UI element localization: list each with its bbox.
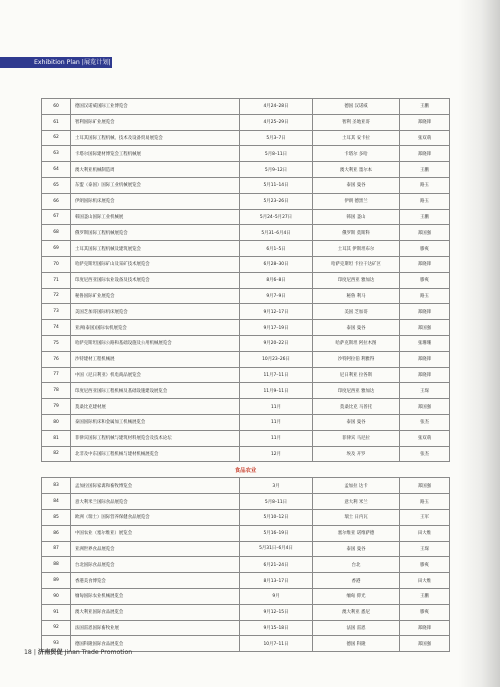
contact-person: 郑晓锋	[400, 367, 450, 383]
contact-person: 郑晓锋	[400, 256, 450, 272]
exhibition-date: 9月17–19日	[240, 320, 313, 336]
exhibition-date: 11月	[240, 430, 313, 446]
exhibition-location: 土耳其 伊斯坦布尔	[313, 241, 400, 257]
table-row	[42, 209, 450, 225]
row-number: 85	[42, 509, 71, 525]
exhibition-location: 泰国 曼谷	[313, 320, 400, 336]
section-title: 食品农业	[42, 462, 450, 478]
table-row	[42, 99, 450, 115]
table-row	[42, 241, 450, 257]
exhibition-date: 5月11–14日	[240, 177, 313, 193]
exhibition-location: 塞尔维亚 诺维萨德	[313, 525, 400, 541]
table-row	[42, 351, 450, 367]
exhibition-date: 4月25–29日	[240, 114, 313, 130]
exhibition-name: 德国汉诺威国际工业博览会	[71, 99, 240, 115]
exhibition-name: 中国（尼日利亚）机电商品展览会	[71, 367, 240, 383]
exhibition-date: 9月15–18日	[240, 620, 313, 636]
contact-person: 郑国强	[400, 478, 450, 494]
table-row	[42, 494, 450, 510]
contact-person: 郑国强	[400, 320, 450, 336]
contact-person: 王鹏	[400, 99, 450, 115]
exhibition-name: 亚洲世界食品展览会	[71, 541, 240, 557]
exhibition-location: 沙特阿拉伯 利雅得	[313, 351, 400, 367]
table-row	[42, 320, 450, 336]
row-number: 92	[42, 620, 71, 636]
exhibition-location: 秘鲁 利马	[313, 288, 400, 304]
table-row	[42, 288, 450, 304]
row-number: 75	[42, 335, 71, 351]
exhibition-date: 5月3–7日	[240, 130, 313, 146]
table-row	[42, 162, 450, 178]
row-number: 70	[42, 256, 71, 272]
exhibition-location: 俄罗斯 莫斯科	[313, 225, 400, 241]
contact-person: 滕爽	[400, 272, 450, 288]
exhibition-name: 美国芝加哥国际机床展览会	[71, 304, 240, 320]
row-number: 81	[42, 430, 71, 446]
exhibition-table	[41, 98, 450, 652]
exhibition-name: 澳大利亚机械制造周	[71, 162, 240, 178]
exhibition-date: 8月6–8日	[240, 272, 313, 288]
row-number: 77	[42, 367, 71, 383]
exhibition-name: 亚洲(泰国)国际农机展览会	[71, 320, 240, 336]
table-row	[42, 588, 450, 604]
row-number: 78	[42, 383, 71, 399]
exhibition-location: 伊朗 德黑兰	[313, 193, 400, 209]
exhibition-name: 俄罗斯国际工程机械展览会	[71, 225, 240, 241]
row-number: 64	[42, 162, 71, 178]
exhibition-name: 沙特建材工程机械展	[71, 351, 240, 367]
exhibition-location: 德国 科隆	[313, 636, 400, 652]
row-number: 79	[42, 399, 71, 415]
table-row	[42, 446, 450, 462]
exhibition-location: 德国 汉诺威	[313, 99, 400, 115]
row-number: 73	[42, 304, 71, 320]
exhibition-location: 法国 雷恩	[313, 620, 400, 636]
exhibition-location: 缅甸 仰光	[313, 588, 400, 604]
exhibition-name: 莫桑比克建材展	[71, 399, 240, 415]
section-row	[42, 462, 450, 478]
exhibition-location: 泰国 曼谷	[313, 177, 400, 193]
page-number: 18	[24, 649, 32, 656]
exhibition-date: 9月12–17日	[240, 304, 313, 320]
table-row	[42, 430, 450, 446]
table-row	[42, 383, 450, 399]
contact-person: 滕爽	[400, 241, 450, 257]
row-number: 91	[42, 604, 71, 620]
exhibition-date: 9月12–15日	[240, 604, 313, 620]
exhibition-name: 印度尼西亚国际农业设备及技术展览会	[71, 272, 240, 288]
exhibition-location: 孟加拉 达卡	[313, 478, 400, 494]
row-number: 93	[42, 636, 71, 652]
row-number: 61	[42, 114, 71, 130]
exhibition-location: 泰国 曼谷	[313, 541, 400, 557]
contact-person: 郑国强	[400, 636, 450, 652]
row-number: 82	[42, 446, 71, 462]
exhibition-name: 孟加拉国际家禽和畜牧博览会	[71, 478, 240, 494]
page-gutter-shadow	[458, 0, 500, 687]
exhibition-location: 埃及 开罗	[313, 446, 400, 462]
row-number: 83	[42, 478, 71, 494]
row-number: 90	[42, 588, 71, 604]
exhibition-name: 哈萨克斯坦国际矿山及采矿技术展览会	[71, 256, 240, 272]
exhibition-date: 11月	[240, 399, 313, 415]
exhibition-date: 12月	[240, 446, 313, 462]
exhibition-date: 6月1–5日	[240, 241, 313, 257]
row-number: 88	[42, 557, 71, 573]
table-row	[42, 478, 450, 494]
contact-person: 郑国强	[400, 225, 450, 241]
exhibition-date: 9月20–22日	[240, 335, 313, 351]
page-footer: 18 | 济南贸促 Jinan Trade Promotion	[24, 649, 133, 656]
exhibition-location: 菲律宾 马尼拉	[313, 430, 400, 446]
table-row	[42, 509, 450, 525]
exhibition-name: 土耳其国际工程机械及建筑展览会	[71, 241, 240, 257]
table-row	[42, 573, 450, 589]
exhibition-date: 5月31日–6月4日	[240, 541, 313, 557]
table-row	[42, 304, 450, 320]
exhibition-name: 伊朗国际机床展览会	[71, 193, 240, 209]
contact-person: 田大维	[400, 573, 450, 589]
row-number: 84	[42, 494, 71, 510]
table-row	[42, 146, 450, 162]
exhibition-date: 10月7–11日	[240, 636, 313, 652]
table-row	[42, 256, 450, 272]
exhibition-name: 香港美食博览会	[71, 573, 240, 589]
contact-person: 郑晓锋	[400, 620, 450, 636]
exhibition-name: 缅甸国际农业机械展览会	[71, 588, 240, 604]
exhibition-location: 印度尼西亚 雅加达	[313, 383, 400, 399]
contact-person: 张双萌	[400, 130, 450, 146]
contact-person: 路玉	[400, 288, 450, 304]
exhibition-location: 印度尼西亚 雅加达	[313, 272, 400, 288]
exhibition-date: 5月24–5月27日	[240, 209, 313, 225]
contact-person: 郑国强	[400, 399, 450, 415]
contact-person: 路玉	[400, 177, 450, 193]
contact-person: 路玉	[400, 193, 450, 209]
exhibition-location: 美国 芝加哥	[313, 304, 400, 320]
exhibition-location: 卡塔尔 多哈	[313, 146, 400, 162]
table-row	[42, 525, 450, 541]
exhibition-name: 卡塔尔国际建材博览会工程机械展	[71, 146, 240, 162]
contact-person: 张杰	[400, 446, 450, 462]
table-row	[42, 557, 450, 573]
table-row	[42, 604, 450, 620]
exhibition-name: 意大利米兰国际食品展览会	[71, 494, 240, 510]
exhibition-name: 德国科隆国际食品展览会	[71, 636, 240, 652]
row-number: 69	[42, 241, 71, 257]
exhibition-name: 菲律宾国际工程机械与建筑材料展览会及技术论坛	[71, 430, 240, 446]
row-number: 71	[42, 272, 71, 288]
table-row	[42, 620, 450, 636]
contact-person: 王鹏	[400, 162, 450, 178]
table-row	[42, 130, 450, 146]
contact-person: 王军	[400, 509, 450, 525]
exhibition-location: 哈萨克斯坦 卡拉干达矿区	[313, 256, 400, 272]
table-row	[42, 193, 450, 209]
contact-person: 王琛	[400, 541, 450, 557]
exhibition-date: 9月7–9日	[240, 288, 313, 304]
exhibition-name: 哈萨克斯坦国际公路和基础设施及公用机械展览会	[71, 335, 240, 351]
exhibition-date: 5月23–26日	[240, 193, 313, 209]
exhibition-date: 6月28–30日	[240, 256, 313, 272]
exhibition-date: 5月8–11日	[240, 146, 313, 162]
table-row	[42, 399, 450, 415]
exhibition-date: 5月9–12日	[240, 162, 313, 178]
exhibition-date: 5月8–11日	[240, 494, 313, 510]
exhibition-name: 土耳其国际工程机械、技术及设备贸易展览会	[71, 130, 240, 146]
exhibition-name: 澳大利亚国际食品展览会	[71, 604, 240, 620]
row-number: 66	[42, 193, 71, 209]
row-number: 80	[42, 414, 71, 430]
contact-person: 滕爽	[400, 557, 450, 573]
exhibition-date: 6月21–24日	[240, 557, 313, 573]
section-header-band: Exhibition Plan |展览计划|	[0, 57, 112, 68]
exhibition-name: 台北国际食品展览会	[71, 557, 240, 573]
exhibition-name: 东盟（泰国）国际工业机械展览会	[71, 177, 240, 193]
contact-person: 郑晓锋	[400, 114, 450, 130]
exhibition-date: 4月24–28日	[240, 99, 313, 115]
exhibition-name: 法国雷恩国际畜牧业展	[71, 620, 240, 636]
exhibition-location: 澳大利亚 墨尔本	[313, 162, 400, 178]
exhibition-date: 11月9–11日	[240, 383, 313, 399]
exhibition-name: 欧洲（瑞士）国际营养保健食品展览会	[71, 509, 240, 525]
exhibition-date: 8月13–17日	[240, 573, 313, 589]
contact-person: 田大维	[400, 525, 450, 541]
exhibition-name: 印度尼西亚国际工程机械及基础设施建设展览会	[71, 383, 240, 399]
contact-person: 路玉	[400, 494, 450, 510]
exhibition-name: 泰国国际机床和金属加工机械展览会	[71, 414, 240, 430]
row-number: 63	[42, 146, 71, 162]
contact-person: 郑晓锋	[400, 304, 450, 320]
exhibition-name: 北非及中东国际工程机械与建材机械展览会	[71, 446, 240, 462]
table-row	[42, 225, 450, 241]
footer-brand-en: Jinan Trade Promotion	[64, 649, 133, 656]
table-row	[42, 414, 450, 430]
exhibition-date: 10月23–26日	[240, 351, 313, 367]
table-row	[42, 177, 450, 193]
contact-person: 张珊珊	[400, 335, 450, 351]
row-number: 72	[42, 288, 71, 304]
table-row	[42, 541, 450, 557]
exhibition-location: 台北	[313, 557, 400, 573]
exhibition-location: 韩国 釜山	[313, 209, 400, 225]
contact-person: 郑晓锋	[400, 351, 450, 367]
exhibition-date: 5月16–19日	[240, 525, 313, 541]
exhibition-location: 尼日利亚 拉各斯	[313, 367, 400, 383]
table-row	[42, 367, 450, 383]
row-number: 74	[42, 320, 71, 336]
row-number: 65	[42, 177, 71, 193]
row-number: 89	[42, 573, 71, 589]
exhibition-date: 9月	[240, 588, 313, 604]
exhibition-date: 11月	[240, 414, 313, 430]
exhibition-location: 土耳其 安卡拉	[313, 130, 400, 146]
exhibition-name: 智利国际矿业展览会	[71, 114, 240, 130]
exhibition-date: 5月10–12日	[240, 509, 313, 525]
exhibition-name: 韩国釜山国际工业机械展	[71, 209, 240, 225]
exhibition-location: 意大利 米兰	[313, 494, 400, 510]
exhibition-table-wrapper	[41, 98, 436, 652]
exhibition-date: 3月	[240, 478, 313, 494]
contact-person: 滕爽	[400, 604, 450, 620]
table-row	[42, 335, 450, 351]
exhibition-date: 11月7–11日	[240, 367, 313, 383]
contact-person: 王鹏	[400, 588, 450, 604]
exhibition-location: 智利 圣地亚哥	[313, 114, 400, 130]
exhibition-location: 莫桑比克 马普托	[313, 399, 400, 415]
row-number: 62	[42, 130, 71, 146]
table-row	[42, 272, 450, 288]
exhibition-location: 哈萨克斯坦 阿拉木图	[313, 335, 400, 351]
contact-person: 张杰	[400, 414, 450, 430]
exhibition-name: 中国农业（塞尔维亚）展览会	[71, 525, 240, 541]
row-number: 67	[42, 209, 71, 225]
contact-person: 王琛	[400, 383, 450, 399]
contact-person: 郑晓锋	[400, 146, 450, 162]
row-number: 60	[42, 99, 71, 115]
row-number: 86	[42, 525, 71, 541]
exhibition-location: 澳大利亚 悉尼	[313, 604, 400, 620]
exhibition-location: 泰国 曼谷	[313, 414, 400, 430]
footer-brand: 济南贸促	[37, 649, 63, 656]
row-number: 87	[42, 541, 71, 557]
contact-person: 王鹏	[400, 209, 450, 225]
table-row	[42, 114, 450, 130]
contact-person: 张双萌	[400, 430, 450, 446]
exhibition-location: 瑞士 日内瓦	[313, 509, 400, 525]
row-number: 68	[42, 225, 71, 241]
exhibition-date: 5月31–6月4日	[240, 225, 313, 241]
row-number: 76	[42, 351, 71, 367]
exhibition-location: 香港	[313, 573, 400, 589]
exhibition-name: 秘鲁国际矿业展览会	[71, 288, 240, 304]
